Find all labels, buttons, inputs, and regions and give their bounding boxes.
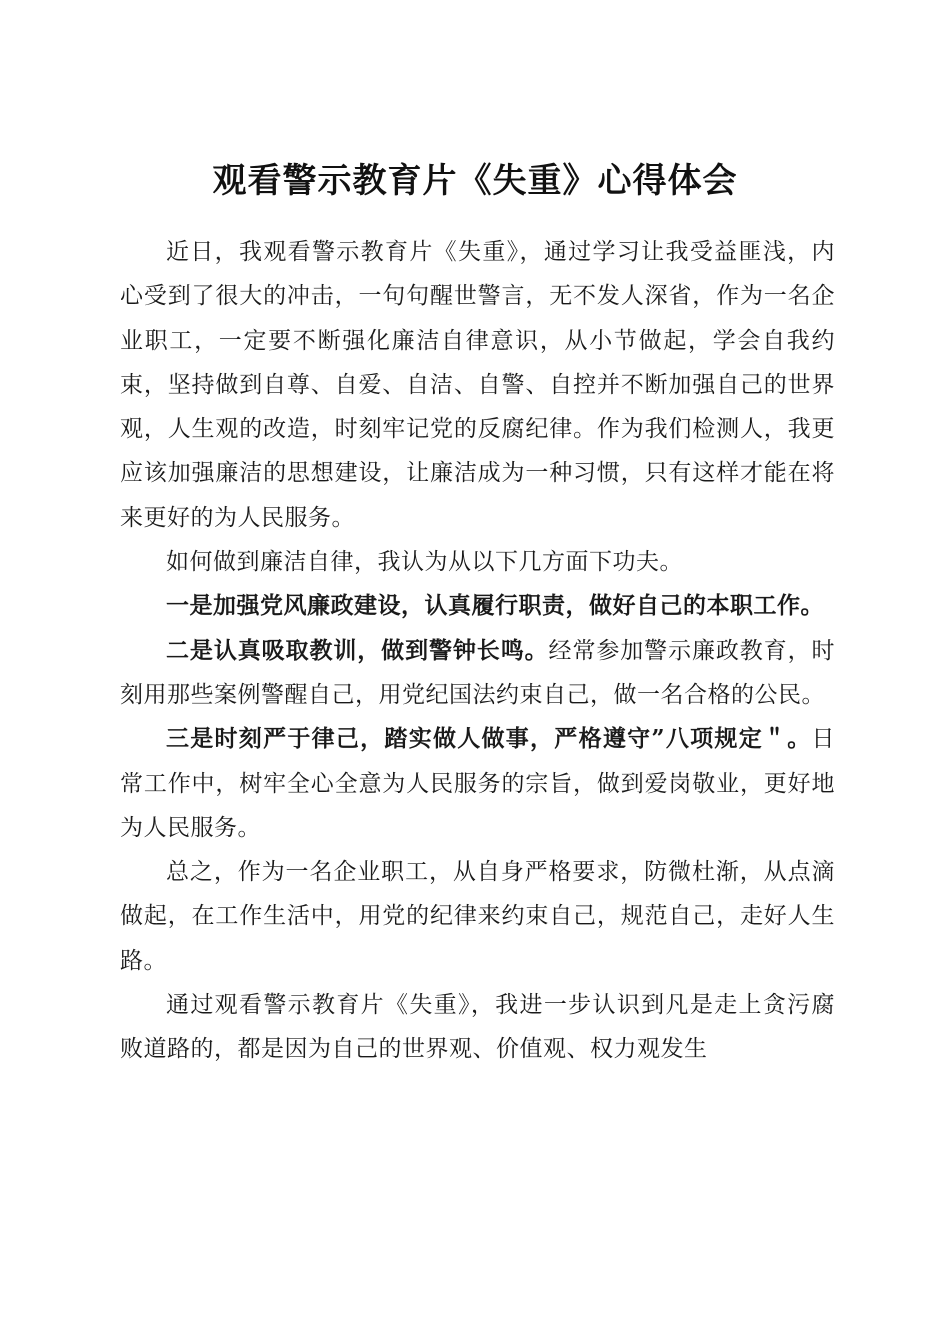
document-title: 观看警示教育片《失重》心得体会: [212, 160, 738, 201]
point-two-heading: 二是认真吸取教训，做到警钟长鸣。: [166, 636, 549, 664]
paragraph-point-two: 二是认真吸取教训，做到警钟长鸣。经常参加警示廉政教育，时刻用那些案例警醒自己，用党纪国法约束自己，做一名合格的公民。: [120, 636, 836, 708]
paragraph-point-one: [120, 584, 835, 628]
paragraph-point-three: 三是时刻严于律己，踏实做人做事，严格遵守”八项规定＂。日常工作中，树牢全心全意为人民服务的宗旨，做到爱岗敬业，更好地为人民服务。: [120, 725, 835, 841]
point-one-heading: 一是加强党风廉政建设，认真履行职责，做好自己的本职工作。: [166, 592, 824, 620]
paragraph-intro: 近日，我观看警示教育片《失重》，通过学习让我受益匪浅，内心受到了很大的冲击，一句句醒世警言，无不发人深省，作为一名企业职工，一定要不断强化廉洁自律意识，从小节做起，学会自我约束，坚持做到自尊、自爱、自洁、自警、自控并不断加强自己的世界观，人生观的改造，时刻牢记党的反腐纪律。作为我们检测人，我更应该加强廉洁的思想建设，让廉洁成为一种习惯，只有这样才能在将来更好的为人民服务。: [120, 239, 835, 531]
point-three-heading: 三是时刻严于律己，踏实做人做事，严格遵守”八项规定＂。: [166, 725, 812, 753]
paragraph-how: 如何做到廉洁自律，我认为从以下几方面下功夫。: [166, 549, 683, 576]
paragraph-closing: 通过观看警示教育片《失重》，我进一步认识到凡是走上贪污腐败道路的，都是因为自己的世界观、价值观、权力观发生: [120, 992, 835, 1063]
document-body: [120, 230, 835, 1072]
paragraph-summary: 总之，作为一名企业职工，从自身严格要求，防微杜渐，从点滴做起，在工作生活中，用党的纪律来约束自己，规范自己，走好人生路。: [120, 859, 835, 974]
